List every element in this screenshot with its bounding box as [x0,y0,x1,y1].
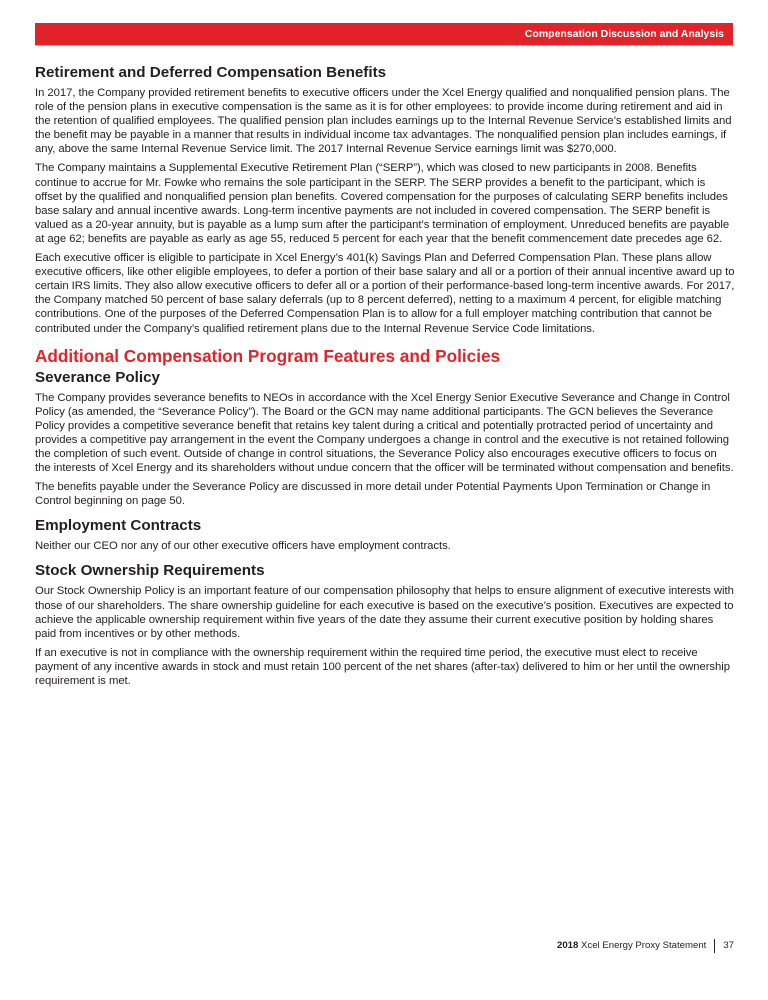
heading-additional-features: Additional Compensation Program Features and Policies [35,345,501,366]
heading-employment-contracts: Employment Contracts [35,517,202,535]
page-content [35,63,735,688]
footer-publication: Xcel Energy Proxy Statement [581,940,707,951]
page-number: 37 [723,940,734,951]
paragraph-stock-1: Our Stock Ownership Policy is an important feature of our compensation philosophy that helps to ensure alignment of executive interests with those of our shareholders. The share ownership guideline for each executive is based on the executive’s position. Executives are expected to achieve the applicable ownership requirement within five years of the date they assume their current executive position by holding shares paid from incentives or by other methods. [35,585,734,640]
header-bar [35,23,733,46]
footer-divider [714,939,715,953]
paragraph-severance-1: The Company provides severance benefits to NEOs in accordance with the Xcel Energy Senior Executive Severance and Change in Control Policy (as amended, the “Severance Policy”). The Board or the GCN may name additional participants. The GCN believes the Severance Policy provides a competitive severance benefit that retains key talent during a critical and potentially protracted period of uncertainty and provides a competitive pay arrangement in the event the Company undergoes a change in control and the executive is not retained following the completion of such event. Outside of change in control situations, the Severance Policy also encourages executive officers to focus on the interests of Xcel Energy and its shareholders without undue concern that the officer will be terminated without compensation and benefits. [35,391,734,475]
paragraph-retirement-1: In 2017, the Company provided retirement benefits to executive officers under the Xcel Energy qualified and nonqualified pension plans. The role of the pension plans in executive compensation is the same as it is for other employees: to provide income during retirement and aid in the retention of qualified employees. The qualified pension plan includes earnings up to the Internal Revenue Service’s established limits and the benefit may be payable in a manner that results in individual income tax advantages. The nonqualified pension plan includes earnings, if any, above the same Internal Revenue Service limit. The 2017 Internal Revenue Service earnings limit was $270,000. [35,87,732,156]
heading-stock-ownership: Stock Ownership Requirements [35,562,265,580]
paragraph-retirement-2: The Company maintains a Supplemental Executive Retirement Plan (“SERP”), which was closed to new participants in 2008. Benefits continue to accrue for Mr. Fowke who remains the sole participant in the SERP. The SERP provides a benefit to the participant, which is offset by the qualified and nonqualified pension plan benefits. Covered compensation for the purposes of calculating SERP benefits includes base salary and annual incentive awards. Long-term incentive payments are not included in covered compensation. The SERP benefit is valued as a 20-year annuity, but is payable as a lump sum after the participant’s termination of employment. Unreduced benefits are payable at age 62; benefits are payable as early as age 55, reduced 5 percent for each year that the benefit commencement date precedes age 62. [35,162,730,245]
heading-severance-policy: Severance Policy [35,368,160,386]
paragraph-stock-2: If an executive is not in compliance with the ownership requirement within the required time period, the executive must elect to receive payment of any incentive awards in stock and must retain 100 percent of the net shares (after-tax) delivered to him or her until the ownership requirement is met. [35,646,730,687]
paragraph-severance-2: The benefits payable under the Severance Policy are discussed in more detail under Potential Payments Upon Termination or Change in Control beginning on page 50. [35,481,711,508]
paragraph-employment-1: Neither our CEO nor any of our other executive officers have employment contracts. [35,540,451,553]
footer-year: 2018 [557,940,579,951]
paragraph-retirement-3: Each executive officer is eligible to participate in Xcel Energy’s 401(k) Savings Plan and Deferred Compensation Plan. These plans allow executive officers, like other eligible employees, to defer a portion of their base salary and all or a portion of their annual incentive award up to certain IRS limits. They also allow executive officers to defer all or a portion of their performance-based long-term incentive awards. For 2017, the Company matched 50 percent of base salary deferrals (up to 8 percent deferred), netting to a maximum 4 percent, for eligible matching contributions. One of the purposes of the Deferred Compensation Plan is to allow for a full employer matching contribution that cannot be contributed under the Company’s qualified retirement plans due to the Internal Revenue Service Code limitations. [35,252,735,335]
heading-retirement: Retirement and Deferred Compensation Benefits [35,64,387,81]
page-footer [557,939,734,953]
header-title: Compensation Discussion and Analysis [524,28,724,40]
